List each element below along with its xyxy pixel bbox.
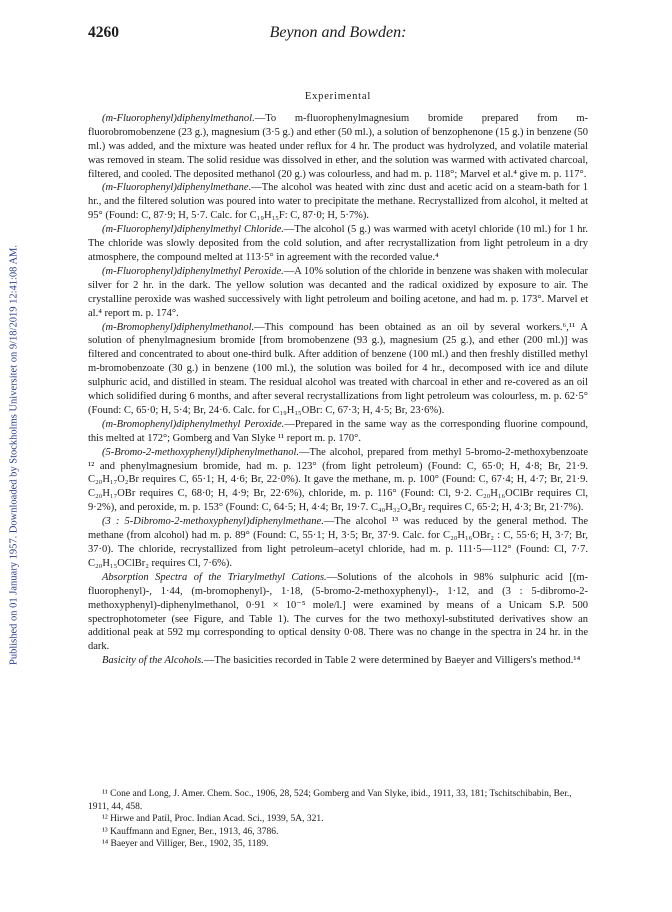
paragraph-title: (m-Fluorophenyl)diphenylmethyl Peroxide. — [102, 265, 284, 277]
paragraph-title: (m-Fluorophenyl)diphenylmethane. — [102, 182, 252, 194]
paragraph-body: —To m-fluorophenylmagnesium bromide prepared from m-fluorobromobenzene (23 g.), magnesium (3·5 g.) and ether (50 ml.), a solution of benzophenone (15 g.) in benzene (50 ml.) was added, and the mixture was heated under reflux for 4 hr. The product was hydrolyzed, and volatile material was removed in steam. The solid residue was dissolved in ether, and the solution was warmed with activated charcoal, filtered, and cooled. The deposited methanol (20 g.) was colourless, and had m. p. 118°; Marvel et al.⁴ give m. p. 117°. — [88, 112, 588, 180]
paragraph-body: —The alcohol was heated with zinc dust and acetic acid on a steam-bath for 1 hr., and the filtered solution was poured into water to precipitate the methane. Recrystallized from alcohol, it melted at 95° (Found: C, 87·9; H, 5·7. Calc. for C₁₉H₁₅F: C, 87·0; H, 5·7%). — [88, 182, 588, 222]
paragraph-title: Absorption Spectra of the Triarylmethyl Cations. — [102, 571, 327, 583]
footnote: ¹⁴ Baeyer and Villiger, Ber., 1902, 35, 1189. — [102, 839, 269, 849]
section-title: Experimental — [304, 91, 372, 102]
page-number: 4260 — [88, 24, 119, 41]
paragraph-body: —Solutions of the alcohols in 98% sulphuric acid [(m-fluorophenyl)-, 1·44, (m-bromophenyl)-, 1·18, (5-bromo-2-methoxyphenyl)-, 1·12, and (3 : 5-dibromo-2-methoxyphenyl)-diphenylmethanol, 0·91 × 10⁻⁵ mole/l.] were examined by means of a Unicam S.P. 500 spectrophotometer (see Figure, and Table 1). The curves for the two methoxyl-substituted derivatives show an additional peak at 592 mμ corresponding to optical density 0·08. There was no change in the spectra in 24 hr. in the dark. — [88, 571, 588, 653]
paragraph — [88, 223, 588, 265]
paragraph-title: (m-Bromophenyl)diphenylmethanol. — [102, 321, 255, 333]
footnote: ¹³ Kauffmann and Egner, Ber., 1913, 46, 3786. — [102, 826, 279, 837]
paragraph-title: (m-Fluorophenyl)diphenylmethyl Chloride. — [102, 224, 284, 236]
footnotes — [88, 788, 588, 851]
paragraph-body: —The alcohol (5 g.) was warmed with acetyl chloride (10 ml.) for 1 hr. The chloride was slowly deposited from the cold solution, and after recrystallization from light petroleum in a dry atmosphere, the compound melted at 113·5° in agreement with the recorded value.⁴ — [88, 224, 588, 263]
download-sidebar — [0, 0, 28, 912]
paragraph-body: —The alcohol ¹³ was reduced by the general method. The methane (from alcohol) had m. p. 89° (Found: C, 55·1; H, 3·5; Br, 37·9. Calc. for C₂₀H₁₆OBr₂ : C, 55·6; H, 3·7; Br, 37·0). The chloride, recrystallized from light petroleum–acetyl chloride, had m. p. 111·5—112° (Found: Cl, 7·7. C₂₀H₁₅OClBr₂ requires Cl, 7·6%). — [88, 516, 588, 569]
paragraph-title: (5-Bromo-2-methoxyphenyl)diphenylmethanol. — [102, 446, 300, 458]
page-header — [88, 24, 588, 48]
paragraph — [88, 571, 588, 654]
paragraph-title: (m-Bromophenyl)diphenylmethyl Peroxide. — [102, 418, 285, 430]
paragraph-body: —The basicities recorded in Table 2 were determined by Baeyer and Villigers's method.¹⁴ — [203, 655, 581, 667]
paragraph — [88, 265, 588, 321]
paragraph — [88, 654, 588, 668]
paragraph-body: —A 10% solution of the chloride in benzene was shaken with molecular silver for 2 hr. in the dark. The yellow solution was decanted and the radical oxidized by exposure to air. The crystalline peroxide was washed successively with light petroleum and boiling acetone, and had m. p. 173°. Marvel et al.⁴ report m. p. 174°. — [88, 265, 588, 319]
article-body — [88, 90, 588, 668]
paragraph — [88, 515, 588, 571]
paragraph-title: (m-Fluorophenyl)diphenylmethanol. — [102, 112, 255, 124]
paragraph — [88, 112, 588, 182]
running-head: Beynon and Bowden: — [269, 24, 407, 41]
paragraph — [88, 418, 588, 446]
paragraph — [88, 446, 588, 516]
paragraph-body: —This compound has been obtained as an oil by several workers.⁶,¹¹ A solution of phenylmagnesium bromide [from bromobenzene (93 g.), magnesium (25 g.), and ether (200 ml.)] was filtered and concentrated to about one-third bulk. After addition of benzene (100 ml.) and then freshly distilled methyl m-bromobenzoate (30 g.) in benzene (100 ml.), the solution was boiled for 4 hr., decomposed with ice and dilute sulphuric acid, and distilled in steam. The residual alcohol was treated with charcoal in ether and re-covered as an oil which solidified during 6 months, and after several recrystallizations from light petroleum was colourless, m. p. 62·5° (Found: C, 65·0; H, 5·4; Br, 24·6. Calc. for C₁₉H₁₅OBr: C, 67·3; H, 4·5; Br, 23·6%). — [88, 321, 588, 416]
footnote: ¹² Hirwe and Patil, Proc. Indian Acad. Sci., 1939, 5A, 321. — [102, 814, 324, 824]
footnote: ¹¹ Cone and Long, J. Amer. Chem. Soc., 1906, 28, 524; Gomberg and Van Slyke, ibid., 1911, 33, 181; Tschitschibabin, Ber., 1911, 44, 458. — [88, 789, 572, 812]
published-note: Published on 01 January 1957. Downloaded by Stockholms Universitet on 9/18/2019 12:41:08 AM. — [8, 245, 20, 665]
paragraph — [88, 181, 588, 223]
paragraph — [88, 321, 588, 418]
paragraph-body: —The alcohol, prepared from methyl 5-bromo-2-methoxybenzoate ¹² and phenylmagnesium bromide, had m. p. 123° (from light petroleum) (Found: C, 65·0; H, 4·8; Br, 21·9. C₂₀H₁₇O₂Br requires C, 65·1; H, 4·6; Br, 22·0%). It gave the methane, m. p. 100° (Found: C, 67·4; H, 4·7; Br, 21·9. C₂₀H₁₇OBr requires C, 68·0; H, 4·9; Br, 22·6%), chloride, m. p. 116° (Found: Cl, 9·2. C₂₀H₁₆OClBr requires Cl, 9·2%), and peroxide, m. p. 153° (Found: C, 64·5; H, 4·4; Br, 19·7. C₄₀H₃₂O₄Br₂ requires C, 65·2; H, 4·3; Br, 21·7%). — [88, 446, 588, 514]
paragraph-title: (3 : 5-Dibromo-2-methoxyphenyl)diphenylmethane. — [102, 516, 324, 528]
paragraph-body: —Prepared in the same way as the corresponding fluorine compound, this melted at 172°; Gomberg and Van Slyke ¹¹ report m. p. 170°. — [88, 418, 588, 444]
paragraph-title: Basicity of the Alcohols. — [102, 655, 204, 667]
